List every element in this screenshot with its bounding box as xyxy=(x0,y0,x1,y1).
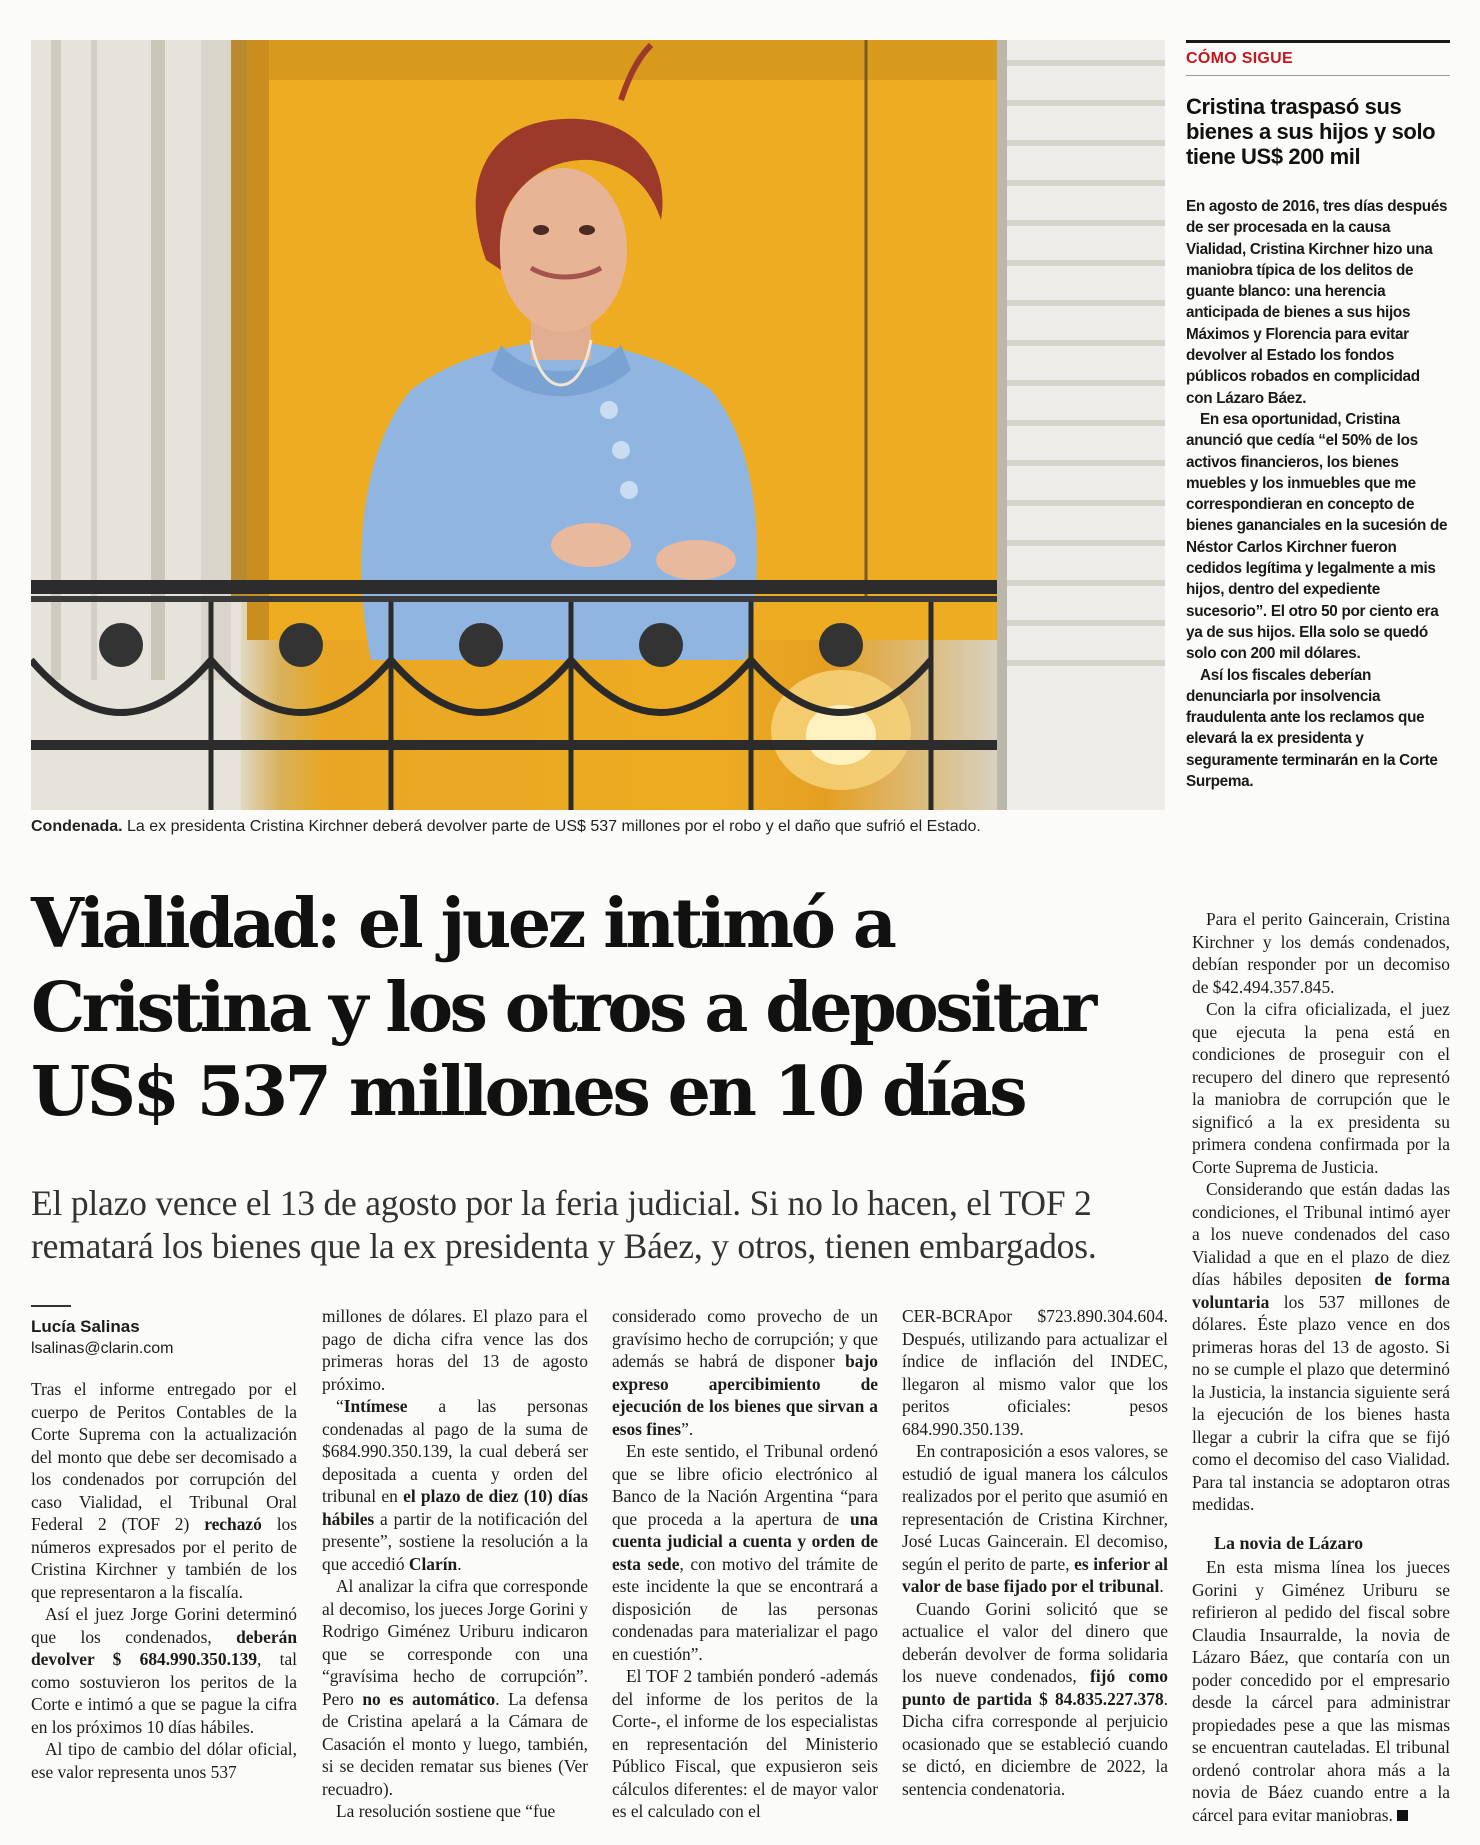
text-run: Al analizar la cifra que corresponde al decomiso, los jueces Jorge Gorini y Rodrigo Giménez Uriburu indicaron que se corresponde con una “gravísima hecho de corrupción”. Pero xyxy=(322,1576,588,1709)
body-paragraph: La resolución sostiene que “fue xyxy=(336,1801,556,1821)
sidebar-title: Cristina traspasó sus bienes a sus hijos y solo tiene US$ 200 mil xyxy=(1186,94,1436,169)
byline-rule xyxy=(31,1305,71,1307)
body-paragraph: Para el perito Gaincerain, Cristina Kirchner y los demás condenados, debían responder por un decomiso de $42.494.357.845. xyxy=(1192,909,1450,997)
text-run: considerado como provecho de un gravísimo hecho de corrupción; y que además se habrá de disponer xyxy=(612,1306,878,1371)
text-run: . xyxy=(457,1553,462,1574)
sidebar-paragraph: En agosto de 2016, tres días después de ser procesada en la causa Vialidad, Cristina Kirchner hizo una maniobra típica de los delitos de guante blanco: una herencia anticipada de bienes a sus hijos Máximos y Florencia para evitar devolver al Estado los fondos públicos robados en complicidad con Lázaro Báez. xyxy=(1186,198,1448,407)
end-mark-icon xyxy=(1397,1810,1408,1821)
text-run: Cuando Gorini solicitó que se actualice el valor del dinero que deberán devolver de forma solidaria los nueve condenados, xyxy=(902,1598,1168,1686)
sidebar-box xyxy=(1186,40,1450,792)
body-paragraph: millones de dólares. El plazo para el pago de dicha cifra vence las dos primeras horas del 13 de agosto próximo. xyxy=(322,1306,588,1394)
bold-run: Intímese xyxy=(343,1396,408,1416)
column-3 xyxy=(612,1305,878,1823)
text-run: . xyxy=(1159,1576,1164,1596)
text-run: , con motivo del trámite de este incidente la que se encontrará a disposición de las personas condenadas para materializar el pago en cuestión”. xyxy=(612,1553,878,1664)
body-paragraph xyxy=(31,1603,297,1738)
text-run: En contraposición a esos valores, se estudió de igual manera los cálculos realizados por el perito que asumió en representación de Cristina Kirchner, José Lucas Gaincerain. El decomiso, según el perito de parte, xyxy=(902,1441,1168,1574)
column-2 xyxy=(322,1305,588,1823)
text-run: Considerando que están dadas las condiciones, el Tribunal intimó ayer a los nueve condenados del caso Vialidad a que en el plazo de diez días hábiles depositen xyxy=(1192,1179,1450,1289)
body-paragraph xyxy=(612,1305,878,1440)
bold-run: el plazo de diez (10) días hábiles xyxy=(322,1486,588,1529)
text-run: . La defensa de Cristina apelará a la Cámara de Casación el monto y luego, también, si se deciden rematar sus bienes (Ver recuadro). xyxy=(322,1688,588,1799)
bold-run: rechazó xyxy=(204,1514,262,1534)
text-run: . Dicha cifra corresponde al perjuicio ocasionado que se estableció cuando se dictó, en diciembre de 2022, la sentencia condenatoria. xyxy=(902,1688,1168,1799)
sidebar-body xyxy=(1186,196,1450,792)
body-paragraph xyxy=(31,1378,297,1603)
headline: Vialidad: el juez intimó a Cristina y los otros a depositar US$ 537 millones en 10 días xyxy=(31,884,1094,1132)
bold-run: no es automático xyxy=(362,1688,496,1709)
body-paragraph: Con la cifra oficializada, el juez que ejecuta la pena está en condiciones de proseguir con el recupero del dinero que representó la maniobra de corrupción que le significó a la ex presidenta su primera condena confirmada por la Corte Suprema de Justicia. xyxy=(1192,999,1450,1177)
photo-illustration xyxy=(31,40,1165,810)
text-run: Tras el informe entregado por el cuerpo de Peritos Contables de la Corte Suprema con la actualización del monto que debe ser decomisado a los condenados por corrupción del caso Vialidad, el Tribunal Oral Federal 2 (TOF 2) xyxy=(31,1379,297,1534)
body-paragraph xyxy=(612,1440,878,1665)
body-paragraph: El TOF 2 también ponderó -además del informe de los peritos de la Corte-, el informe de los especialistas en representación del Ministerio Público Fiscal, que expusieron seis cálculos diferentes: el de mayor valor es el calculado con el xyxy=(612,1666,878,1821)
sidebar-divider xyxy=(1186,75,1450,76)
bold-run: es inferior al valor de base fijado por el tribunal xyxy=(902,1553,1168,1596)
sidebar-paragraph: Así los fiscales deberían denunciarla por insolvencia fraudulenta ante los reclamos que elevará la ex presidenta y seguramente terminarán en la Corte Surpema. xyxy=(1186,666,1438,791)
text-run: los números expresados por el perito de Cristina Kirchner y también de los que representaron a la fiscalía. xyxy=(31,1514,297,1602)
body-paragraph xyxy=(1192,1178,1450,1516)
subhead: La novia de Lázaro xyxy=(1214,1532,1364,1553)
bold-run: de forma voluntaria xyxy=(1192,1269,1450,1312)
sidebar-top-rule xyxy=(1186,40,1450,43)
text-run: , tal como sostuvieron los peritos de la Corte e intimó a que se pague la cifra en los próximos 10 días hábiles. xyxy=(31,1649,297,1737)
bold-run: una cuenta judicial a cuenta y orden de esta sede xyxy=(612,1508,878,1574)
column-4 xyxy=(902,1305,1168,1800)
text-run: En este sentido, el Tribunal ordenó que se libre oficio electrónico al Banco de la Nación Argentina “para que proceda a la apertura de xyxy=(612,1441,878,1529)
lead-photo xyxy=(31,40,1165,810)
text-run: En esta misma línea los jueces Gorini y Giménez Uriburu se refirieron al pedido del fiscal sobre Claudia Insaurralde, la novia de Lázaro Báez, que contaría con un poder concedido por el empresario desde la cárcel para administrar propiedades pese a que las mismas se encuentran cauteladas. El tribunal ordenó controlar ahora más a la novia de Báez cuando entre a la cárcel para evitar maniobras. xyxy=(1192,1557,1450,1825)
text-run: “ xyxy=(336,1396,344,1416)
body-paragraph xyxy=(322,1395,588,1575)
bold-run: Clarín xyxy=(408,1553,458,1574)
author-name: Lucía Salinas xyxy=(31,1317,140,1336)
text-run: a partir de la notificación del presente”, sostiene la resolución a la que accedió xyxy=(322,1508,588,1574)
text-run: ”. xyxy=(681,1418,694,1439)
bold-run: bajo expreso apercibimiento de ejecución de los bienes que sirvan a esos fines xyxy=(612,1351,878,1439)
author-email: lsalinas@clarin.com xyxy=(31,1340,174,1357)
sidebar-paragraph: En esa oportunidad, Cristina anunció que cedía “el 50% de los activos financieros, los bienes muebles y los inmuebles que me correspondieran en concepto de bienes gananciales en la sucesión de Néstor Carlos Kirchner fueron cedidos legítima y legalmente a mis hijos, dentro del expediente sucesorio”. El otro 50 por ciento era ya de sus hijos. Ella solo se quedó solo con 200 mil dólares. xyxy=(1186,410,1448,663)
body-paragraph: CER-BCRApor $723.890.304.604. Después, utilizando para actualizar el índice de inflación del INDEC, llegaron al mismo valor que los peritos oficiales: pesos 684.990.350.139. xyxy=(902,1306,1168,1439)
bold-run: fijó como punto de partida $ 84.835.227.378 xyxy=(902,1666,1168,1709)
text-run: Así el juez Jorge Gorini determinó que los condenados, xyxy=(31,1604,297,1647)
column-5 xyxy=(1192,908,1450,1826)
body-paragraph xyxy=(322,1575,588,1800)
body-paragraph xyxy=(902,1440,1168,1598)
column-1 xyxy=(31,1305,297,1783)
body-paragraph: Al tipo de cambio del dólar oficial, ese valor representa unos 537 xyxy=(31,1739,297,1782)
sidebar-kicker: CÓMO SIGUE xyxy=(1186,50,1294,67)
caption-text: La ex presidenta Cristina Kirchner deberá devolver parte de US$ 537 millones por el robo y el daño que sufrió el Estado. xyxy=(122,818,981,835)
body-paragraph xyxy=(902,1598,1168,1801)
photo-caption xyxy=(31,818,1165,836)
text-run: a las personas condenadas al pago de la suma de $684.990.350.139, la cual deberá ser depositada a cuenta y orden del tribunal en xyxy=(322,1396,588,1506)
deck: El plazo vence el 13 de agosto por la feria judicial. Si no lo hacen, el TOF 2 rematará los bienes que la ex presidenta y Báez, y otros, tienen embargados. xyxy=(31,1183,1097,1266)
body-paragraph xyxy=(1192,1556,1450,1826)
text-run: los 537 millones de dólares. Éste plazo vence en dos primeras horas del 13 de agosto. Si no se cumple el plazo que determinó la Justicia, la instancia siguiente será la ejecución de los bienes hasta llegar a cubrir la cifra que se fijó como el decomiso del caso Vialidad. Para tal instancia se adoptaron otras medidas. xyxy=(1192,1291,1450,1514)
bold-run: deberán devolver $ 684.990.350.139 xyxy=(31,1626,297,1669)
caption-label: Condenada. xyxy=(31,818,123,835)
